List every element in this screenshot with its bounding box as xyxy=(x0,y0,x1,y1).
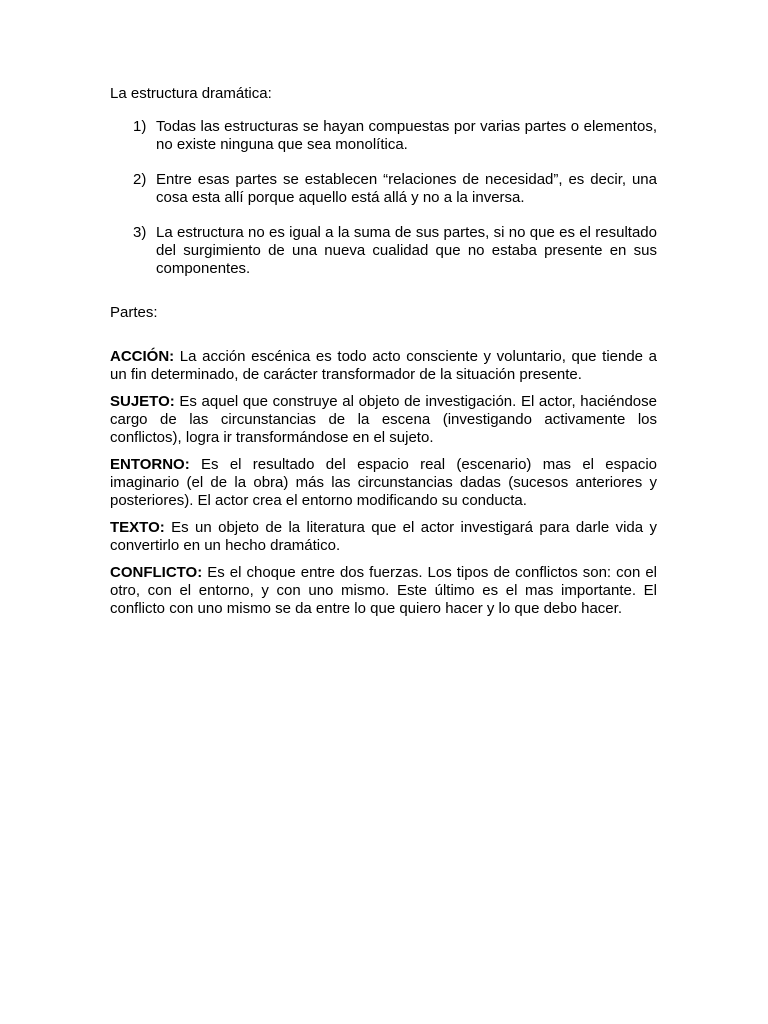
list-item xyxy=(110,118,657,154)
term-label: ENTORNO: xyxy=(110,456,190,473)
term-conflicto xyxy=(110,564,657,618)
list-item xyxy=(110,171,657,207)
list-item-number: 3) xyxy=(133,224,147,241)
term-label: ACCIÓN: xyxy=(110,348,175,365)
document-body xyxy=(110,85,657,627)
list-item-text: Entre esas partes se establecen “relaciones de necesidad”, es decir, una cosa esta allí porque aquello está allá y no a la inversa. xyxy=(156,171,657,206)
list-item-text: La estructura no es igual a la suma de sus partes, si no que es el resultado del surgimiento de una nueva cualidad que no estaba presente en sus componentes. xyxy=(156,224,657,277)
term-sujeto xyxy=(110,393,657,447)
term-definition: Es un objeto de la literatura que el actor investigará para darle vida y convertirlo en un hecho dramático. xyxy=(110,519,657,554)
list-item-text: Todas las estructuras se hayan compuestas por varias partes o elementos, no existe ninguna que sea monolítica. xyxy=(156,118,657,153)
term-texto xyxy=(110,519,657,555)
term-entorno xyxy=(110,456,657,510)
term-definition: Es el choque entre dos fuerzas. Los tipos de conflictos son: con el otro, con el entorno, y con uno mismo. Este último es el mas importante. El conflicto con uno mismo se da entre lo que quiero hacer y lo que debo hacer. xyxy=(110,564,657,617)
term-definition: La acción escénica es todo acto consciente y voluntario, que tiende a un fin determinado, de carácter transformador de la situación presente. xyxy=(110,348,657,383)
document-title: La estructura dramática: xyxy=(110,85,272,102)
partes-heading: Partes: xyxy=(110,304,158,321)
list-item-number: 2) xyxy=(133,171,147,188)
term-accion xyxy=(110,348,657,384)
list-item-number: 1) xyxy=(133,118,147,135)
term-label: CONFLICTO: xyxy=(110,564,203,581)
term-definition: Es aquel que construye al objeto de investigación. El actor, haciéndose cargo de las circunstancias de la escena (investigando activamente los conflictos), logra ir transformándose en el sujeto. xyxy=(110,393,657,446)
structure-list xyxy=(110,118,657,278)
term-definition: Es el resultado del espacio real (escenario) mas el espacio imaginario (el de la obra) más las circunstancias dadas (sucesos anteriores y posteriores). El actor crea el entorno modificando su conducta. xyxy=(110,456,657,509)
list-item xyxy=(110,224,657,278)
term-label: SUJETO: xyxy=(110,393,175,410)
term-label: TEXTO: xyxy=(110,519,165,536)
